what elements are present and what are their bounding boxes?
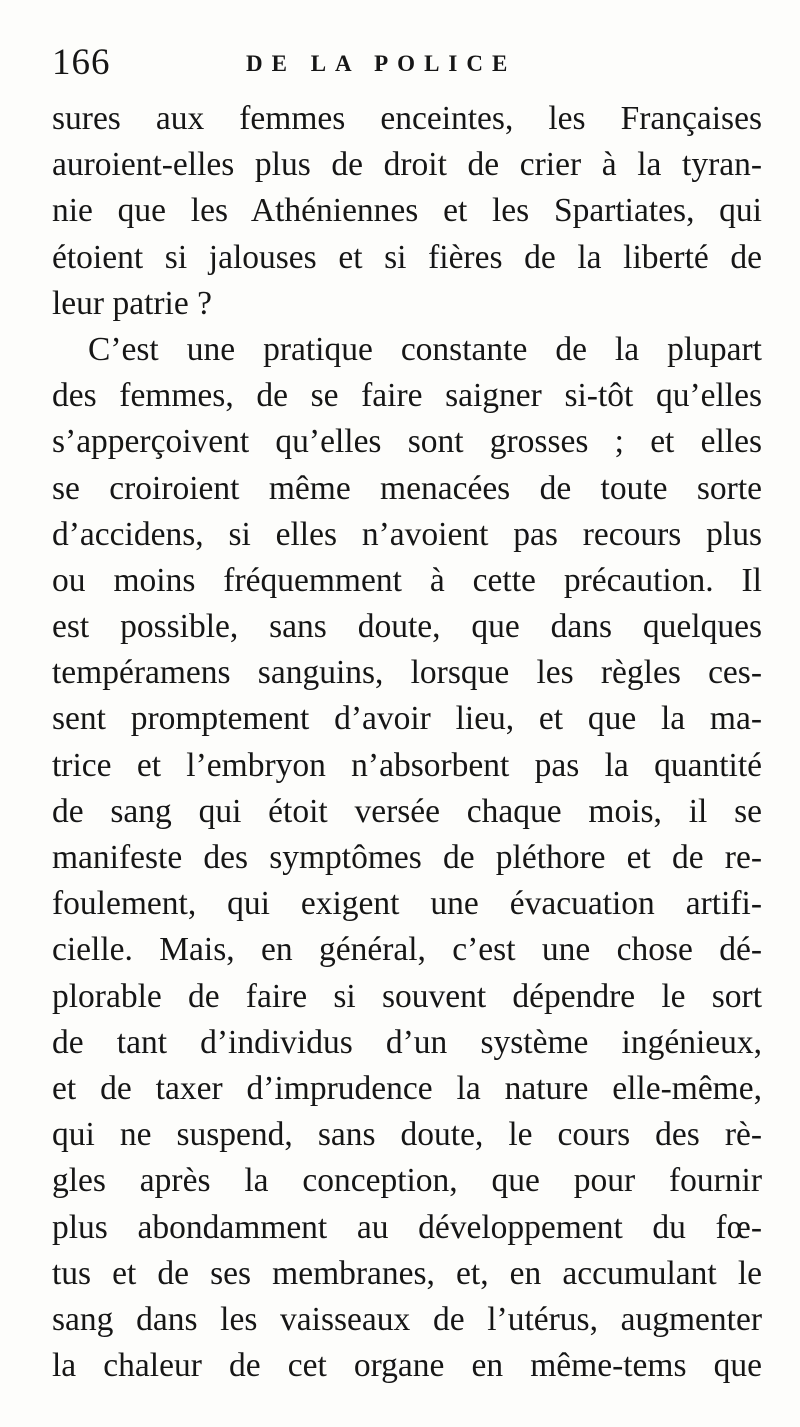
text-line: la chaleur de cet organe en même-tems que xyxy=(52,1347,762,1385)
text-line: auroient-elles plus de droit de crier à la tyran- xyxy=(52,146,762,184)
text-line: manifeste des symptômes de pléthore et de re- xyxy=(52,839,762,876)
text-line: C’est une pratique constante de la plupart xyxy=(88,330,762,368)
text-line: des femmes, de se faire saigner si-tôt qu’elles xyxy=(52,377,762,415)
text-line: foulement, qui exigent une évacuation artifi- xyxy=(52,885,762,923)
text-line: sang dans les vaisseaux de l’utérus, augmenter xyxy=(52,1300,762,1338)
text-line: s’apperçoivent qu’elles sont grosses ; et elles xyxy=(52,423,762,461)
page-number: 166 xyxy=(52,42,111,83)
text-line: se croiroient même menacées de toute sorte xyxy=(52,469,762,507)
text-line: et de taxer d’imprudence la nature elle-même, xyxy=(52,1069,762,1107)
text-line: de sang qui étoit versée chaque mois, il se xyxy=(52,792,762,830)
text-line: de tant d’individus d’un système ingénieux, xyxy=(52,1023,762,1061)
text-line: tempéramens sanguins, lorsque les règles ces- xyxy=(52,654,762,692)
text-line: sent promptement d’avoir lieu, et que la ma- xyxy=(52,700,762,738)
body-text xyxy=(52,96,762,1389)
text-line: est possible, sans doute, que dans quelques xyxy=(52,608,762,646)
text-line: cielle. Mais, en général, c’est une chose dé- xyxy=(52,931,762,969)
text-line: d’accidens, si elles n’avoient pas recours plus xyxy=(52,515,762,553)
text-line: sures aux femmes enceintes, les Françaises xyxy=(52,100,762,137)
text-line: qui ne suspend, sans doute, le cours des rè- xyxy=(52,1116,762,1154)
text-line: leur patrie ? xyxy=(52,284,212,322)
text-line: gles après la conception, que pour fournir xyxy=(52,1162,762,1200)
text-line: ou moins fréquemment à cette précaution. Il xyxy=(52,561,762,599)
running-title: DE LA POLICE xyxy=(246,51,517,76)
text-line: tus et de ses membranes, et, en accumulant le xyxy=(52,1254,762,1292)
running-head xyxy=(52,38,762,88)
text-line: nie que les Athéniennes et les Spartiates, qui xyxy=(52,192,762,230)
text-line: plus abondamment au développement du fœ- xyxy=(52,1208,762,1246)
text-line: plorable de faire si souvent dépendre le sort xyxy=(52,977,762,1015)
text-line: trice et l’embryon n’absorbent pas la quantité xyxy=(52,746,762,784)
text-line: étoient si jalouses et si fières de la liberté de xyxy=(52,238,762,276)
